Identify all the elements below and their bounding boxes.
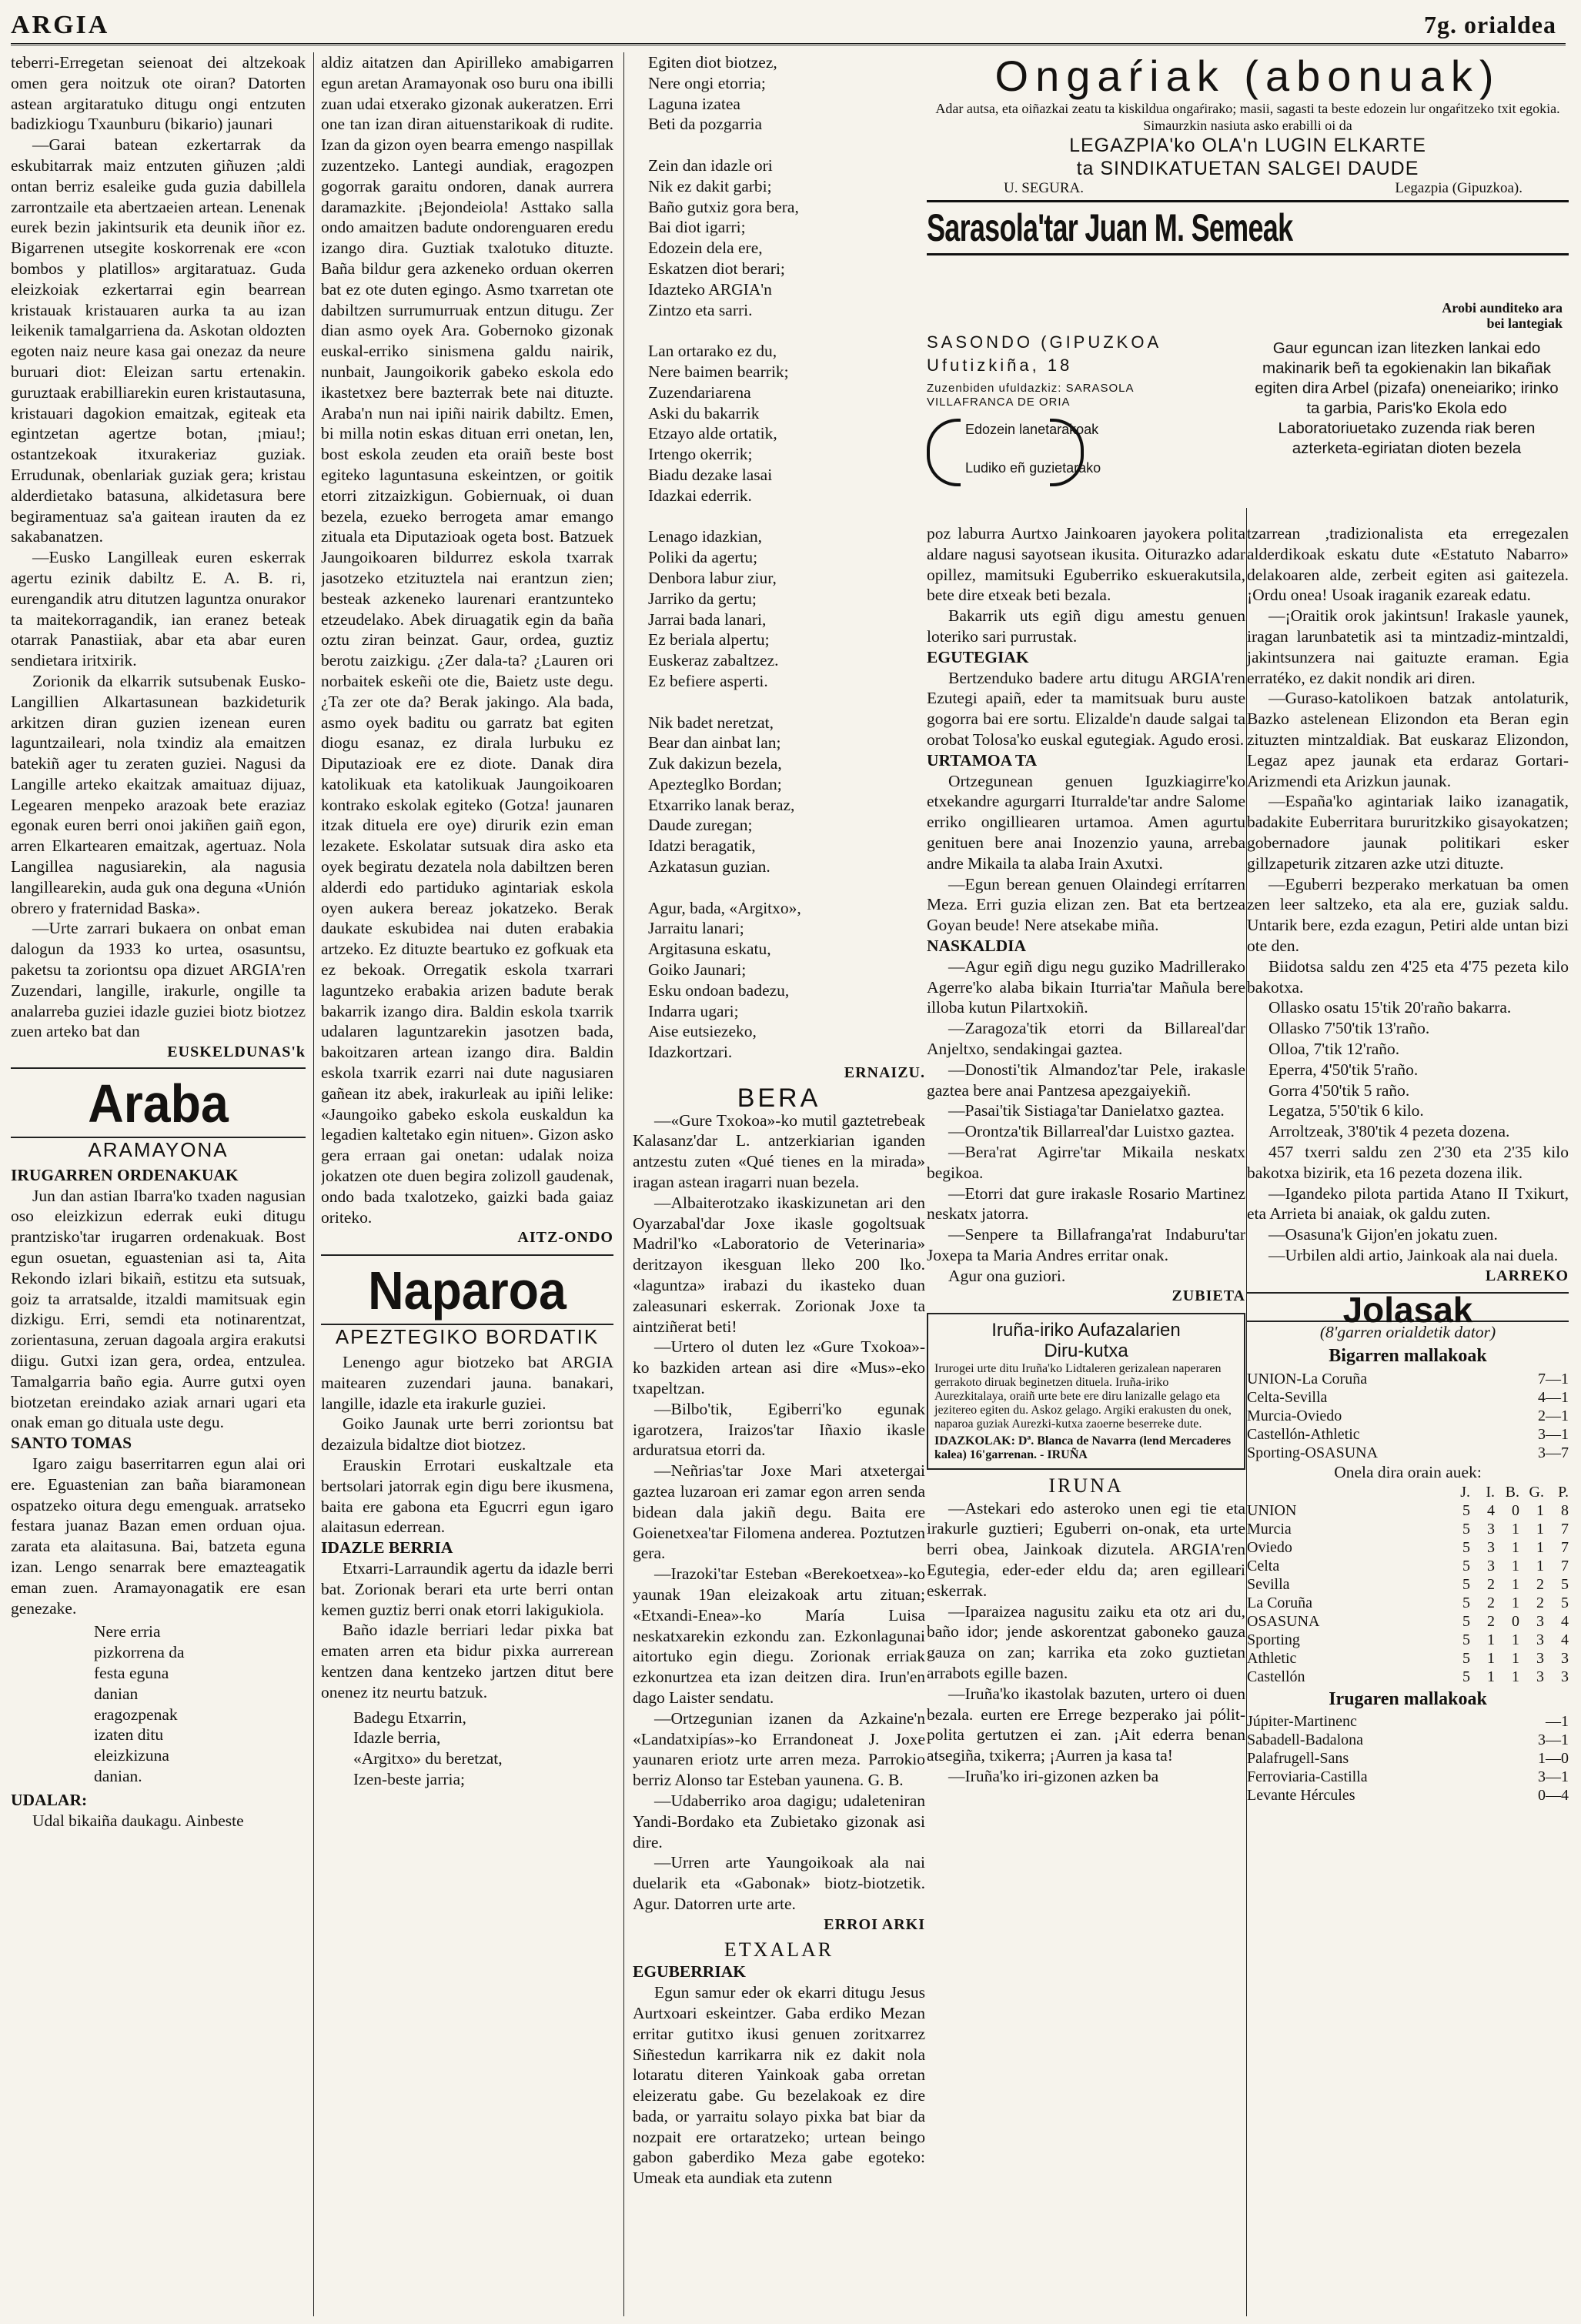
- article-paragraph: —Bilbo'tik, Egiberri'ko egunak igarotzera, Iraizos'tar Iñaxio ikasle arduratsua etorri da.: [633, 1399, 925, 1460]
- poem-line: Badegu Etxarrin,: [353, 1708, 466, 1727]
- poem-line: danian.: [94, 1766, 142, 1785]
- table-row: [1247, 1538, 1569, 1557]
- league-heading: Irugaren mallakoak: [1329, 1688, 1487, 1709]
- table-row: [1247, 1786, 1569, 1805]
- column-header: J.: [1460, 1483, 1470, 1501]
- table-cell: 4: [1561, 1631, 1569, 1648]
- subheading: URTAMOA TA: [927, 750, 1038, 770]
- poem-line: Etxarriko lanak beraz,: [648, 795, 795, 814]
- poem-line: «Argitxo» du beretzat,: [353, 1749, 503, 1768]
- section-title-iruna: IRUNA: [1048, 1474, 1124, 1497]
- poem-line: [648, 506, 925, 527]
- poem: [633, 52, 925, 1063]
- table-cell: 1: [1512, 1575, 1519, 1593]
- ad-title: Diru-kutxa: [1044, 1341, 1128, 1362]
- article-paragraph: —Bera'rat Agirre'tar Mikaila neskatx begikoa.: [927, 1142, 1245, 1182]
- section-title-etxalar: ETXALAR: [724, 1938, 834, 1961]
- fertilizer-advertisement: [927, 52, 1569, 259]
- table-cell: 5: [1462, 1501, 1470, 1519]
- table-cell: 7: [1561, 1557, 1569, 1574]
- table-cell: 3: [1561, 1649, 1569, 1667]
- article-paragraph: —Etorri dat gure irakasle Rosario Martinez neskatx jatorra.: [927, 1184, 1245, 1224]
- poem-line: Ez befiere asperti.: [648, 671, 768, 690]
- table-cell: 3: [1561, 1668, 1569, 1685]
- poem-line: Indarra ugari;: [648, 1001, 739, 1020]
- table-cell: 1: [1487, 1668, 1495, 1685]
- table-cell: 1: [1487, 1649, 1495, 1667]
- poem-line: Bai diot igarri;: [648, 218, 746, 237]
- subheading: EGUBERRIAK: [633, 1962, 746, 1982]
- column-2: [321, 52, 613, 1790]
- column-1: [11, 52, 306, 1831]
- poem-line: Nik ez dakit garbi;: [648, 176, 772, 195]
- ad-line: LEGAZPIA'ko OLA'n LUGIN ELKARTE: [1069, 134, 1426, 156]
- article-paragraph: aldiz aitatzen dan Apirilleko amabigarren egun aretan Aramayonak oso buru ona ibilli zuan udai etxerako gizonak aukeratzen. Erri one tan izan diran aituenstarikoak di rudite. Izan da gizon oyen bearra emengo naspillak zuzentzeko. Lantegi aundiak, eragozpen gogorrak garaitu ondoren, danak aurrera daramazkite. ¡Bejondeiola! Asttako salla ondo amaitzen badute ondorenguaren eredu izango dira. Guztiak txalotuko dituzte. Baña bildur gera azkeneko orduan okerren bat ez ote duten egingo. Asmo txarretan ote dabiltzen surrumurruak entzun ditugu. Zer dian asmo oyek Ara. Gobernoko gizonak euskal-erriko sinismena galdu nairik, nunbait, Jaungoikorik gabeko eskola edo ikastetxez bere bazterrak bete nai dituzte. Araba'n nun nai ipiñi nairik dabiltz. Emen, bi milla notin eskas dituan erri onetan, len, bost eskola zeuden eta oraiñ beste bost egiteko laguntasuna eskeintzen, or goitik etorri zitzaizkigun. Gobiernuak, oi duan bezela, ezueko berrogeta amar emango zituala eta Diputazioak ogeta bost. Batzuek Jaungoikoaren bildurrez eskola txarrak jasotzeko etzituztela nai erantzun zien; besteak azkeneko laurenari erantzunteko etzeudelako. Abek diruagatik egin da baña oztu ziran beinzat. Gaur, ordea, guztiz berotu zaizkigu. ¿Zer dala-ta? ¿Lauren ori norbaitek eskeñi ote die, Baietz uste degu. ¿Ta zer ote da? Berak jakingo. Ala bada, asmo oyek baditu ou garratz bat egiten diogu esanaz, ez dirala lurbuku ez Diputazioak ere ez diote. Danak dira katolikuak eta katolikuak Jaungoikoaren kontrako eskolak egiteko (Gotza! jaunaren itzak dituela ere oye) dirurik ezin eman lezakete. Eskolatar sutsuak dira asko eta oyek begiratu dezatela nola dabiltzen beren alderdi edo partiduko agintariak eskola oyen aukera bereaz jokatzeko. Berak daukate eskubidea nai duten erabakia artzeko. Ez dituzte beartuko ez gofkuak eta ez bekoak. Orregatik eskola txarrari laguntzeko erabakia arizen badute berak bakarrik izango dira. Baldin eskola txarrik udalaren laguntzarekin jasotzen bada, bakoitzaren artean izango dira. Baldin eskola txarrik ezarri nai dute nagusiaren gañean itz abek, irakurleak au ipiñi lelike: «Jaungoiko gabeko eskola euskaldun ka legadien kaltetako egin nituen». Gizon asko gera erraan gai onetan: udalak noiza jokatzen ote duen begira zolizoll gaudenak, ondo bada txalotzeko, gaizki bada gaiaz oriteko.: [321, 53, 613, 1227]
- table-cell: 4: [1561, 1612, 1569, 1630]
- table-row: [1247, 1631, 1569, 1649]
- table-cell: 1: [1512, 1649, 1519, 1667]
- divider: [927, 200, 1569, 202]
- poem-line: Agur, bada, «Argitxo»,: [648, 898, 801, 917]
- article-paragraph: —«Gure Txokoa»-ko mutil gaztetrebeak Kalasanz'dar L. antzerkiarian iganden antzestu zuten «Qué tienes en la mirada» iragan astean iragarri nuan bezela.: [633, 1110, 925, 1192]
- article-paragraph: —España'ko agintariak laiko izanagatik, badakite Euberritara bururitzkiko gisayokatzen; gobernadore jaunak politikari esker gillzapeturik zitzaren azke utzi dituzte.: [1247, 792, 1569, 873]
- match-teams: Castellón-Athletic: [1247, 1425, 1360, 1443]
- article-paragraph: Goiko Jaunak urte berri zoriontsu bat dezaizula bidaltze diot biotzez.: [321, 1414, 613, 1454]
- table-cell: 1: [1536, 1538, 1544, 1556]
- poem-line: Jarraitu lanari;: [648, 919, 744, 938]
- poem-line: Jarriko da gertu;: [648, 589, 757, 608]
- poem-line: Zuzendariarena: [648, 382, 751, 402]
- article-signature: ERROI ARKI: [824, 1915, 925, 1933]
- table-cell: 3: [1487, 1557, 1495, 1574]
- table-cell: 7: [1561, 1538, 1569, 1556]
- article-paragraph: —Urtero ol duten lez «Gure Txokoa»-ko bazkiden artean asi dire «Mus»-eko txapeltzan.: [633, 1337, 925, 1397]
- price-line: Gorra 4'50'tik 5 raño.: [1268, 1080, 1410, 1100]
- poem-line: Idazkortzari.: [648, 1043, 733, 1062]
- poem-line: [648, 692, 925, 713]
- poem-line: Biadu dezake lasai: [648, 465, 773, 484]
- section-title-jolasak: Jolasak: [1342, 1290, 1473, 1331]
- poem-line: eragozpenak: [94, 1705, 178, 1724]
- ad-address: SASONDO (GIPUZKOA: [927, 332, 1162, 352]
- match-score: 1—0: [1538, 1750, 1569, 1768]
- table-cell: 0: [1512, 1612, 1519, 1630]
- table-row: [1247, 1712, 1569, 1731]
- poem-line: Aise eutsiezeko,: [648, 1022, 757, 1041]
- table-cell: 5: [1462, 1594, 1470, 1611]
- article-paragraph: Ortzegunean genuen Iguzkiagirre'ko etxekandre agurgarri Iturralde'tar andre Salome erriko ongilliearen urtamoa. Amen agurtu genituen bere anai Inozenzio yauna, arreba andre Mikaila ta alaba Irain Axutxi.: [927, 771, 1245, 873]
- team-name: Sporting: [1247, 1631, 1300, 1648]
- price-line: Eperra, 4'50'tik 5'raño.: [1268, 1060, 1419, 1079]
- ad-text: Gaur eguncan izan litezken lankai edo makinarik beñ ta egokienakin lan bikañak egiten dira Arbel (pizafa) oneneiariko; irinko ta garbia, Paris'ko Ekola edo Laboratoriuetako zuzenda riak beren azterketa-egiriatan dioten bezela: [1255, 339, 1559, 457]
- table-cell: 3: [1487, 1538, 1495, 1556]
- article-paragraph: teberri-Erregetan seienoat dei altzekoak omen gera noitzuk ote oiran? Datorten astean argitaratuko ditugu ongi entzuten badizkiogu Txaunburu (bikario) jaunari: [11, 53, 306, 134]
- column-header: G.: [1529, 1483, 1544, 1501]
- poem-line: Zuk dakizun bezela,: [648, 754, 782, 773]
- poem-line: Argitasuna eskatu,: [648, 940, 771, 959]
- poem-line: Lan ortarako ez du,: [648, 342, 777, 361]
- table-cell: 1: [1512, 1557, 1519, 1574]
- poem-line: Esku ondoan badezu,: [648, 980, 790, 1000]
- newspaper-name: ARGIA: [11, 11, 110, 39]
- table-cell: 5: [1462, 1631, 1470, 1648]
- article-paragraph: —Iruña'ko iri-gizonen azken ba: [948, 1767, 1159, 1786]
- table-row: [1247, 1594, 1569, 1612]
- table-cell: 2: [1536, 1594, 1544, 1611]
- column-header: P.: [1558, 1483, 1569, 1501]
- team-name: Oviedo: [1247, 1538, 1292, 1556]
- table-cell: 1: [1487, 1631, 1495, 1648]
- match-teams: Sabadell-Badalona: [1247, 1731, 1364, 1749]
- table-cell: 3: [1536, 1631, 1544, 1648]
- ad-small-text: Ludiko eñ guzietarako: [965, 460, 1101, 476]
- article-paragraph: —Iruña'ko ikastolak bazuten, urtero oi duen bezala. eurten ere Errege bezperako jai pólit-polita gertutzen ei zan. ¡Ait ederra benan atsegiña, txikerra; ¡Aurren ja kasa ta!: [927, 1684, 1245, 1765]
- poem-line: Euskeraz zabaltzez.: [648, 651, 779, 670]
- poem-line: Idazkai ederrik.: [648, 486, 752, 505]
- results-table: [1247, 1712, 1569, 1805]
- standings-caption: Onela dira orain auek:: [1334, 1462, 1482, 1481]
- article-paragraph: —Pasai'tik Sistiaga'tar Danielatxo gaztea.: [948, 1101, 1225, 1120]
- ad-line: ta SINDIKATUETAN SALGEI DAUDE: [1076, 157, 1419, 179]
- poem-line: Etzayo alde ortatik,: [648, 424, 777, 443]
- table-row: [1247, 1668, 1569, 1686]
- article-paragraph: —Osasuna'k Gijon'en jokatu zuen.: [1268, 1225, 1498, 1244]
- article-paragraph: —Agur egiñ digu negu guziko Madrillerako Agerre'ko alaba bikain Iturria'tar Mañula bere illoba kutun Pilartxokiñ.: [927, 957, 1245, 1017]
- ad-heading: bei lantegiak: [1486, 316, 1563, 331]
- article-signature: LARREKO: [1485, 1267, 1569, 1284]
- poem-line: Zein dan idazle ori: [648, 155, 773, 175]
- article-paragraph: Bertzenduko badere artu ditugu ARGIA'ren Ezutegi apaiñ, eder ta mamitsuak buru auste gogorra bai ere sortu. Elizalde'n daude salgai ta orobat Tolosa'ko euskal egutegiak. Agudo erosi.: [927, 668, 1245, 749]
- bank-advertisement: [927, 1313, 1245, 1470]
- article-paragraph: —Donosti'tik Almandoz'tar Pele, irakasle gaztea bere anai Pantzesa apezgaiyekiñ.: [927, 1060, 1245, 1100]
- article-paragraph: Egun samur eder ok ekarri ditugu Jesus Aurtxoari eskeintzer. Gaba erdiko Mezan erritar gutitxo ikusi genuen zoritxarrez Siñestedun karrikarra nik ez dakit nola lotaratu diteren Yainkoak gaba orretan eleizeratu gabe. Gu bezelakoak ez dire bada, or yarraitu solayo pixka bat biar da nozpait ere ortaratzeko; urtean beingo gabon gaberdiko Meza gabe egoteko: Umeak eta aundiak eta zutenn: [633, 1983, 925, 2188]
- table-row: [1247, 1425, 1569, 1444]
- table-cell: 7: [1561, 1520, 1569, 1538]
- subheading: NASKALDIA: [927, 936, 1027, 955]
- article-paragraph: —Egun berean genuen Olaindegi errítarren Meza. Erri guzia elizan zen. Bat eta bertzea Goyan beude! Nere atsekabe miña.: [927, 874, 1245, 935]
- article-paragraph: —Senpere ta Billafranga'rat Indaburu'tar Joxepa ta Maria Andres erritar onak.: [927, 1225, 1245, 1264]
- column-3: [633, 52, 925, 2189]
- poem-line: Ez beriala alpertu;: [648, 630, 770, 649]
- ad-bracket: [927, 419, 1245, 480]
- table-row: [1247, 1501, 1569, 1520]
- table-cell: 3: [1536, 1668, 1544, 1685]
- match-teams: Murcia-Oviedo: [1247, 1407, 1342, 1424]
- ad-title: Sarasola'tar Juan M. Semeak: [927, 205, 1293, 249]
- ad-heading: Arobi aunditeko ara: [1442, 300, 1563, 316]
- table-cell: 5: [1561, 1594, 1569, 1611]
- poem-line: Nik badet neretzat,: [648, 713, 774, 732]
- table-cell: 5: [1462, 1612, 1470, 1630]
- table-row: [1247, 1370, 1569, 1388]
- ad-address: Ufutizkiña, 18: [927, 356, 1073, 375]
- price-line: Arroltzeak, 3'80'tik 4 pezeta dozena.: [1268, 1122, 1510, 1141]
- subheading: UDALAR:: [11, 1790, 88, 1809]
- match-score: 3—1: [1538, 1731, 1569, 1749]
- article-signature: ZUBIETA: [1172, 1287, 1245, 1305]
- town-heading: APEZTEGIKO BORDATIK: [335, 1325, 600, 1349]
- article-signature: AITZ-ONDO: [517, 1229, 613, 1247]
- poem-line: Irtengo okerrik;: [648, 445, 753, 464]
- team-name: La Coruña: [1247, 1594, 1312, 1611]
- ad-title: Iruña-iriko Aufazalarien: [991, 1320, 1181, 1341]
- table-row: [1247, 1575, 1569, 1594]
- poem-line: Laguna izatea: [648, 94, 740, 113]
- table-cell: 1: [1512, 1538, 1519, 1556]
- column-header: B.: [1505, 1483, 1519, 1501]
- price-line: Olloa, 7'tik 12'raño.: [1268, 1039, 1400, 1058]
- poem-line: Idatzi beragatik,: [648, 836, 756, 856]
- match-score: 2—1: [1538, 1407, 1569, 1424]
- table-cell: 1: [1512, 1631, 1519, 1648]
- town-heading: ARAMAYONA: [88, 1138, 229, 1162]
- ad-signature: U. SEGURA.: [1004, 179, 1084, 196]
- poem-line: Baño gutxiz gora bera,: [648, 197, 799, 216]
- article-paragraph: —Eusko Langilleak euren eskerrak agertu ezinik dabiltz E. A. B. ri, eurengandik atru ditutzen laguntza onurakor ta maitekorragandik, ian eranez beteak otarrak Panastiiak, abar eta abar euren sendietara iritxirik.: [11, 548, 306, 670]
- table-row: [1247, 1444, 1569, 1462]
- column-header: I.: [1486, 1483, 1495, 1501]
- table-cell: 1: [1536, 1520, 1544, 1538]
- poem-line: pizkorrena da: [94, 1643, 185, 1662]
- article-paragraph: Baño idazle berriari ledar pixka bat ematen arren eta bidur pixka aurrerean kentzen dana kentzeko jartzen ditut bere onenez itz neurtu batzuk.: [321, 1621, 613, 1701]
- league-heading: Bigarren mallakoak: [1329, 1346, 1487, 1367]
- table-cell: 0: [1512, 1501, 1519, 1519]
- poem-line: Nere erria: [94, 1622, 161, 1641]
- section-title-bera: BERA: [737, 1083, 821, 1113]
- article-paragraph: —Urbilen aldi artio, Jainkoak ala nai duela.: [1268, 1245, 1559, 1264]
- article-paragraph: tzarrean ,tradizionalista eta erregezalen alderdikoak eskatu dute «Estatuto Nabarro» delakoaren alde, zerbeit egiten asi gaitezela. ¡Ordu onea! Usoak iraganik ezareak edatu.: [1247, 524, 1569, 605]
- table-row: [1247, 1388, 1569, 1407]
- article-paragraph: Udal bikaiña daukagu. Ainbeste: [32, 1811, 244, 1830]
- poem-line: Aski du bakarrik: [648, 403, 760, 422]
- article-paragraph: —Ortzegunian izanen da Azkaine'n «Landatxipías»-ko Errandoneat J. Joxe yaunaren eriotz urte arren meza. Parrokio berriz Alonso tar Esteban yaunena. G. B.: [633, 1708, 925, 1790]
- match-teams: UNION-La Coruña: [1247, 1370, 1368, 1387]
- standings-table: [1247, 1483, 1569, 1686]
- poem-line: eleizkizuna: [94, 1746, 169, 1765]
- article-paragraph: —¡Oraitik orok jakintsun! Irakasle yaunek, iragan larunbatetik asi ta mintzadiz-mintzaldi, jakintsunzera nai gaituzte eraman. Egia erratéko, ez dakit nondik ari diren.: [1247, 606, 1569, 687]
- header-rule: [11, 43, 1566, 45]
- table-row: [1247, 1557, 1569, 1575]
- column-5: [1247, 523, 1569, 1805]
- article-paragraph: —Eguberri bezperako merkatuan ba omen zen leer saltzeko, eta ala ere, guziak saldu. Untarik bere, ezda ezagun, Petiri alde untan bizi ote den.: [1247, 874, 1569, 955]
- table-cell: 2: [1487, 1594, 1495, 1611]
- sarasola-advertisement-right: [1251, 300, 1563, 459]
- article-paragraph: —Irazoki'tar Esteban «Berekoetxea»-ko yaunak 19an eleizakoak artu zituan; «Etxandi-Enea»-ko María Luisa neskatxarekin ezkondu zan. Ezkonlagunai aitortuko egin diegu. Zorionak erriak ezkonurtzea eta izan deitzen dira. Irun'en dago Laister sendatu.: [633, 1564, 925, 1707]
- price-line: Ollasko osatu 15'tik 20'raño bakarra.: [1268, 998, 1512, 1017]
- table-cell: 5: [1462, 1538, 1470, 1556]
- table-cell: 1: [1536, 1557, 1544, 1574]
- table-row: [1247, 1612, 1569, 1631]
- table-cell: 8: [1561, 1501, 1569, 1519]
- match-score: 3—1: [1538, 1768, 1569, 1786]
- article-paragraph: —Iparaizea nagusitu zaiku eta otz ari du, baño idor; jende askorentzat gaboneko gauza gauza on zan; karrika eta zoko guztietan arrabots egille bazen.: [927, 1601, 1245, 1683]
- subheading: SANTO TOMAS: [11, 1434, 132, 1453]
- article-paragraph: Agur ona guziori.: [948, 1266, 1066, 1285]
- divider: [927, 253, 1569, 255]
- match-teams: Levante Hércules: [1247, 1787, 1355, 1805]
- poem-line: [648, 877, 925, 898]
- poem-line: Apezteglko Bordan;: [648, 774, 782, 793]
- ad-title: Ongaŕiak (abonuak): [994, 52, 1501, 100]
- table-row: [1247, 1520, 1569, 1538]
- ad-small-text: Edozein lanetarakoak: [965, 422, 1099, 437]
- column-divider: [313, 52, 314, 2316]
- poem-line: Zintzo eta sarri.: [648, 300, 753, 319]
- match-teams: Ferroviaria-Castilla: [1247, 1768, 1368, 1786]
- ad-small-text: VILLAFRANCA DE ORIA: [927, 396, 1071, 409]
- article-signature: EUSKELDUNAS'k: [167, 1043, 306, 1061]
- table-cell: 3: [1536, 1649, 1544, 1667]
- article-paragraph: Erauskin Errotari euskaltzale eta bertsolari jatorrak egin digu bere ikusmena, baita ere gabona eta Egucrri egun igaro alaitasun ederrean.: [321, 1456, 613, 1537]
- page-number: 7g. orialdea: [1424, 11, 1556, 38]
- section-subtitle: (8'garren orialdetik dator): [1319, 1323, 1496, 1342]
- price-line: Biidotsa saldu zen 4'25 eta 4'75 pezeta kilo bakotxa.: [1247, 957, 1569, 997]
- poem-line: Goiko Jaunari;: [648, 960, 747, 980]
- poem: [11, 1621, 306, 1786]
- poem-line: [648, 320, 925, 341]
- ad-text: Irurogei urte ditu Iruña'ko Lidtaleren gerizalean naperaren gerrakoto diruak beginetzen dituela. Iruña-iriko Aurezkitalaya, oraiñ urte bete ere diru lanizalle gelago eta jezitereo egiten du. Askoz gelago. Argiki erakusten du onek, naparoa guziak Aurezki-kutxa zaoerne beserreke dute.: [934, 1361, 1232, 1431]
- poem-line: [648, 135, 925, 155]
- poem-line: Eskatzen diot berari;: [648, 259, 785, 278]
- poem-line: Idazteko ARGIA'n: [648, 279, 772, 299]
- table-row: [1247, 1407, 1569, 1425]
- poem-line: Nere baimen bearrik;: [648, 362, 789, 381]
- article-paragraph: —Zaragoza'tik etorri da Billareal'dar Anjeltxo, sendakingai gaztea.: [927, 1019, 1245, 1058]
- table-cell: 4: [1487, 1501, 1495, 1519]
- article-paragraph: —Orontza'tik Billarreal'dar Luistxo gaztea.: [948, 1122, 1235, 1141]
- subheading: IDAZLE BERRIA: [321, 1538, 453, 1558]
- article-paragraph: Bakarrik uts egiñ digu amestu genuen loteriko sari purrustak.: [927, 606, 1245, 646]
- table-row: [1247, 1649, 1569, 1668]
- table-cell: 5: [1462, 1668, 1470, 1685]
- ad-location: Legazpia (Gipuzkoa).: [1395, 179, 1523, 196]
- article-paragraph: —Garai batean ezkertarrak da eskubitarrak maiz entzuten giñuzen ;aldi ontan berriz esaleike guda guzia dabillela zarrontzaile eta abertzaeien artean. Lenenak eurek bezin jakintsurik eta deunik iñor ez. Bigarrenen utsegite koskorrenak ere «con bombos y platillos» argitaratuaz. Guda eleizkoiak ezkertarrai egin bearrean kristauak kristauaren aurka ta au izan leikenik tamalgarriena da. Askotan oldozten egoten naiz neure kasa gai onezaz da neure buruari diot: Eleizan sartu ertenakin. guruztaak erabilliarekin euren kristautasuna, kristauari dagokion emaitzak, egiteak eta egintzetan agertze botan, ¡miau!; ostantzekoak itxurakeriaz guziak. Errudunak, obenlariak guziak gera; kristau alderdietako batasuna, alkidetasura bere begiramentuaz sa'a gaitean irauten da ez sakabanatzen.: [11, 135, 306, 546]
- article-paragraph: —Udaberriko aroa dagigu; udaleteniran Yandi-Bordako eta Zubietako gizonak asi dire.: [633, 1791, 925, 1852]
- poem-line: Denbora labur ziur,: [648, 568, 777, 587]
- match-teams: Palafrugell-Sans: [1247, 1750, 1349, 1768]
- table-cell: 1: [1512, 1668, 1519, 1685]
- table-cell: 1: [1512, 1520, 1519, 1538]
- article-paragraph: poz laburra Aurtxo Jainkoaren jayokera polita aldare nagusi sayotsean ikusita. Oiturazko adar opillez, mamitsuki Eguberriko eskuerakutsila, bete dire etxeak beti bezala.: [927, 524, 1245, 605]
- match-score: —1: [1546, 1713, 1569, 1731]
- poem-line: Egiten diot biotzez,: [648, 53, 777, 72]
- price-line: Ollasko 7'50'tik 13'raño.: [1268, 1019, 1430, 1038]
- table-cell: 5: [1462, 1557, 1470, 1574]
- poem-line: Poliki da agertu;: [648, 548, 758, 567]
- table-cell: 3: [1536, 1612, 1544, 1630]
- results-table: [1247, 1370, 1569, 1462]
- table-cell: 1: [1536, 1501, 1544, 1519]
- subheading: EGUTEGIAK: [927, 647, 1029, 666]
- article-paragraph: —Urte zarrari bukaera on onbat eman dalogun da 1933 ko urtea, osasuntsu, paketsu ta zoriontsu opa dizuet ARGIA'ren Zuzendari, langille, irakurle, ongille ta analarreba guziei idazle guziei biotz biotzez zuen arteko bat dan: [11, 919, 306, 1041]
- team-name: OSASUNA: [1247, 1612, 1320, 1630]
- poem: [321, 1708, 613, 1790]
- table-cell: 5: [1561, 1575, 1569, 1593]
- table-cell: 3: [1487, 1520, 1495, 1538]
- article-paragraph: Lenengo agur biotzeko bat ARGIA maitearen zuzendari jauna. banakari, langille, idazle eta irakurle guziei.: [321, 1353, 613, 1413]
- poem-line: danian: [94, 1684, 139, 1703]
- subheading: IRUGARREN ORDENAKUAK: [11, 1165, 239, 1184]
- poem-line: Beti da pozgarria: [648, 115, 763, 134]
- poem-line: Daude zuregan;: [648, 816, 753, 835]
- team-name: UNION: [1247, 1501, 1297, 1519]
- table-cell: 2: [1536, 1575, 1544, 1593]
- match-score: 3—7: [1538, 1444, 1569, 1461]
- team-name: Sevilla: [1247, 1575, 1290, 1593]
- article-paragraph: —Neñrias'tar Joxe Mari atxetergai gaztea luzaroan eri zamar egon arren senda bidean dala jakiñ degu. Baita ere Goienetxea'tar Filomena anderea. Poztutzen gera.: [633, 1461, 925, 1563]
- poem-line: Lenago idazkian,: [648, 527, 763, 546]
- article-paragraph: Igaro zaigu baserritarren egun alai ori ere. Eguastenian zan baña biaramonean ospatzeko oitura degu emenguak. arratseko festara juanaz Bazan emen orduan ojua. zarata eta alaitasuna. Bai, batzeta eguna izan. Lengo senarrak bere emazteagatik eman zuen. Aramayonagatik ere esan genezake.: [11, 1454, 306, 1618]
- match-teams: Sporting-OSASUNA: [1247, 1444, 1379, 1461]
- team-name: Athletic: [1247, 1649, 1297, 1667]
- poem-line: Bear dan ainbat lan;: [648, 733, 781, 753]
- article-paragraph: 457 txerri saldu zen 2'30 eta 2'35 kilo bakotxa bizirik, eta 16 pezeta dozena ilik.: [1247, 1142, 1569, 1182]
- poem-line: festa eguna: [94, 1663, 169, 1682]
- article-paragraph: Jun dan astian Ibarra'ko txaden nagusian oso eleizkizun ederrak euki ditugu prantzisko'tar irugarren ordenakuak. Bost egun osuetan, eguastenian asi ta, Aita Rekondo izlari bikaiñ, estitzu eta sutsuak, goiz ta arratsalde, itzaldi mamitsuak egin dizkigu. Erri, semdi eta notinarentzat, zorientasuna, zeruan dagoala argira erakutsi diigu. Gutxi izan gera, ordea, entzulea. Tamalgarria baño egia. Aurre gutxi oyen biotzetan ereindako aziak arnari ugari eta onak eman go dituala uste degu.: [11, 1186, 306, 1432]
- table-row: [1247, 1749, 1569, 1768]
- article-paragraph: Etxarri-Larraundik agertu da idazle berri bat. Zorionak berari eta urte berri ontan kemen guztiz berri onak etorri lakigukiola.: [321, 1558, 613, 1619]
- poem-line: izaten ditu: [94, 1725, 164, 1745]
- poem-line: Idazle berria,: [353, 1728, 441, 1748]
- table-header: [1247, 1483, 1569, 1501]
- article-paragraph: —Igandeko pilota partida Atano II Txikurt, eta Arrieta bi anaiak, ok galdu zuten.: [1247, 1184, 1569, 1224]
- team-name: Murcia: [1247, 1520, 1292, 1538]
- section-title-araba: Araba: [88, 1074, 229, 1134]
- article-paragraph: —Urren arte Yaungoikoak ala nai duelarik eta «Gabonak» biotz-biotzetik. Agur. Datorren urte arte.: [633, 1853, 925, 1913]
- article-paragraph: —Albaiterotzako ikaskizunetan ari den Oyarzabal'dar Joxe ikasle gogoltsuak Madril'ko «Laboratorio de Veterinaria» deritzayon ikesguan lleko 200 lko. «laguntza» irabazi du ikasteko duan zaleasunari eskerrak. Zorionak Joxe ta aintziñerat beti!: [633, 1193, 925, 1336]
- poem-line: Edozein dela ere,: [648, 239, 763, 258]
- article-paragraph: —Astekari edo asteroko unen egi tie eta irakurle guztieri; Eguberri on-onak, eta urte berri obea, Jainkoak dizutela. ARGIA'ren Egutegia, eder-eder eldu da; aren egilleari eskerrak.: [927, 1498, 1245, 1600]
- table-row: [1247, 1731, 1569, 1749]
- table-cell: 5: [1462, 1649, 1470, 1667]
- ad-small-text: Zuzenbiden ufuldazkiz: SARASOLA: [927, 382, 1135, 395]
- poem-line: Jarrai bada lanari,: [648, 609, 767, 629]
- table-row: [1247, 1768, 1569, 1786]
- match-teams: Celta-Sevilla: [1247, 1388, 1328, 1406]
- table-cell: 2: [1487, 1575, 1495, 1593]
- price-line: Legatza, 5'50'tik 6 kilo.: [1268, 1101, 1424, 1120]
- column-divider: [623, 52, 624, 2316]
- article-paragraph: Zorionik da elkarrik sutsubenak Eusko-Langillien Alkartasunean bazkideturik arkitzen diran guzien izenean euren laguntzaileari, nola txindiz ala emaitzen batekiñ ager tu zeraten guziei. Nagusi da Langille arteko ekaitzak amaituaz dijuaz, Legearen menpeko arazoak bete eraziaz egonak euren berri onoi jakiñen gaiñ egon, arren Elkartearen emaitzak, agertuaz. Nola Langillea nagusiarekin, ala nagusia langillearekin, auda guk ona deguna «Unión obrero y fraternidad Baska».: [11, 671, 306, 917]
- article-signature: ERNAIZU.: [844, 1064, 925, 1082]
- match-score: 0—4: [1538, 1787, 1569, 1805]
- sarasola-advertisement: [927, 331, 1245, 480]
- ad-text: Adar autsa, eta oiñazkai zeatu ta kiskildua ongaŕirako; masii, sagasti ta beste edozein lur ongaŕitzeko txit egokia. Simaurzkin nasiuta asko erabilli oi da: [935, 100, 1560, 133]
- poem-line: Nere ongi etorria;: [648, 73, 766, 92]
- match-teams: Júpiter-Martinenc: [1247, 1713, 1357, 1731]
- table-cell: 5: [1462, 1520, 1470, 1538]
- table-cell: 5: [1462, 1575, 1470, 1593]
- table-cell: 2: [1487, 1612, 1495, 1630]
- table-cell: 1: [1512, 1594, 1519, 1611]
- match-score: 4—1: [1538, 1388, 1569, 1406]
- article-paragraph: —Guraso-katolikoen batzak antolaturik, Bazko astelenean Elizondon eta Beran egin zituzten mintzaldiak. Bat euskaraz Elizondon, Legaz apez jaunak eta erdaraz Gortari-Arizmendi eta Arizkun jaunak.: [1247, 689, 1569, 790]
- match-score: 3—1: [1538, 1425, 1569, 1443]
- match-score: 7—1: [1538, 1370, 1569, 1387]
- column-4: [927, 523, 1245, 1787]
- team-name: Castellón: [1247, 1668, 1305, 1685]
- ad-address: IDAZKOLAK: Dª. Blanca de Navarra (lend Mercaderes kalea) 16'garrenan. - IRUÑA: [934, 1434, 1232, 1461]
- poem-line: Izen-beste jarria;: [353, 1769, 466, 1788]
- poem-line: Azkatasun guzian.: [648, 857, 770, 877]
- section-title-naparoa: Naparoa: [368, 1261, 567, 1321]
- team-name: Celta: [1247, 1557, 1280, 1574]
